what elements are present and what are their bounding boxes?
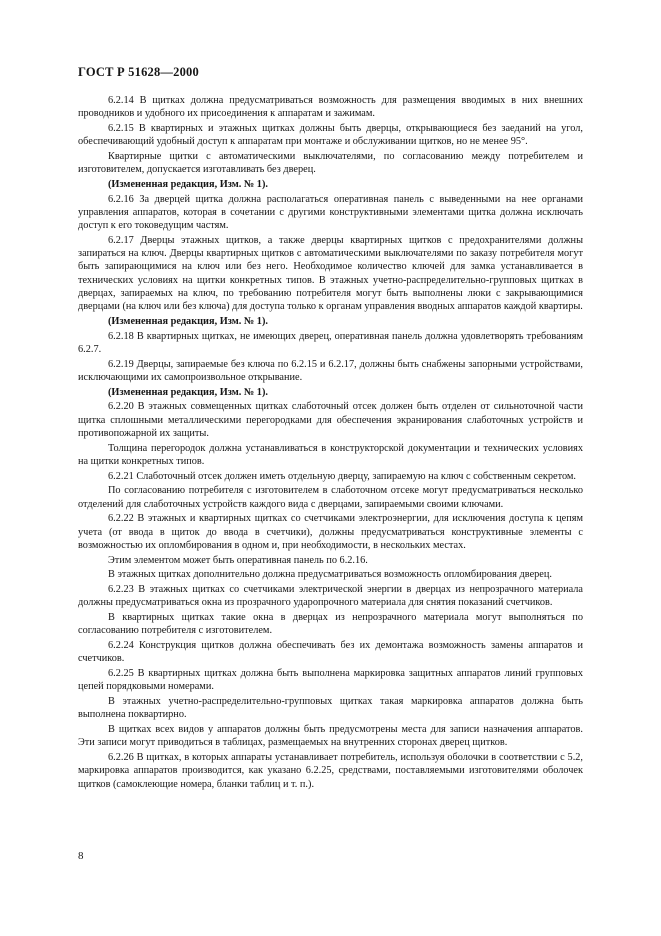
paragraph: Этим элементом может быть оперативная панель по 6.2.16. (108, 554, 368, 566)
paragraph: 6.2.18 В квартирных щитках, не имеющих дверец, оперативная панель должна удовлетворять требованиям 6.2.7. (78, 330, 583, 355)
page-number: 8 (78, 850, 84, 862)
paragraph: Толщина перегородок должна устанавливаться в конструкторской документации и технических условиях на щитки конкретных типов. (78, 442, 583, 467)
paragraph: 6.2.17 Дверцы этажных щитков, а также дверцы квартирных щитков с предохранителями должны запираться на ключ. Дверцы квартирных щитков с автоматическими выключателями по заказу потребителя могут быть запирающимися на ключ или без него. Необходимое количество ключей для замка устанавливается в технических условиях на щитки конкретных типов. В этажных учетно-распределительно-групповых щитках в дверцах, запираемых на ключ, по требованию потребителя могут быть выполнены люки с закрывающимися дверцами (на ключ или без ключа) для доступа только к органам управления вводных аппаратов каждой квартиры. (78, 235, 583, 313)
paragraph: 6.2.15 В квартирных и этажных щитках должны быть дверцы, открывающиеся без заеданий на угол, обеспечивающий удобный доступ к аппаратам при монтаже и обслуживании щитков, но не менее 95°. (78, 123, 583, 148)
paragraph: По согласованию потребителя с изготовителем в слаботочном отсеке могут предусматриваться несколько отделений для слаботочных устройств каждого вида с дверцами, запираемыми своими ключами. (78, 485, 583, 510)
paragraph: 6.2.20 В этажных совмещенных щитках слаботочный отсек должен быть отделен от сильноточной части щитка сплошными металлическими перегородками для обеспечения экранирования слаботочных устройств и противопожарной их защиты. (78, 401, 583, 439)
paragraph: 6.2.16 За дверцей щитка должна располагаться оперативная панель с выведенными на нее органами управления аппаратов, которая в сочетании с другими конструктивными элементами щитка должна исключать доступ к его токоведущим частям. (78, 193, 583, 232)
paragraph: В этажных учетно-распределительно-групповых щитках такая маркировка аппаратов должна быть выполнена поквартирно. (78, 696, 583, 721)
paragraph: 6.2.23 В этажных щитках со счетчиками электрической энергии в дверцах из непрозрачного материала должны предусматриваться окна из прозрачного ударопрочного материала для снятия показаний счетчиков. (78, 584, 583, 609)
document-header: ГОСТ Р 51628—2000 (78, 65, 199, 79)
amendment-note: (Измененная редакция, Изм. № 1). (108, 179, 268, 190)
paragraph: 6.2.22 В этажных и квартирных щитках со счетчиками электроэнергии, для исключения доступа к цепям учета (от ввода в щиток до ввода в счетчики), должны предусматриваться конструктивные элементы с возможностью их опломбирования в одном и, при необходимости, в нескольких местах. (78, 513, 583, 551)
amendment-note: (Измененная редакция, Изм. № 1). (108, 386, 268, 398)
paragraph: В этажных щитках дополнительно должна предусматриваться возможность опломбирования дверец. (108, 569, 552, 581)
paragraph: 6.2.14 В щитках должна предусматриваться возможность для размещения вводимых в них внешних проводников и удобного их присоединения к аппаратам и зажимам. (78, 95, 583, 120)
document-body (78, 94, 583, 792)
paragraph: 6.2.19 Дверцы, запираемые без ключа по 6.2.15 и 6.2.17, должны быть снабжены запорными устройствами, исключающими их самопроизвольное открывание. (78, 358, 583, 383)
paragraph: 6.2.26 В щитках, в которых аппараты устанавливает потребитель, используя оболочки в соответствии с 5.2, маркировка аппаратов производится, как указано 6.2.25, средствами, поставляемыми изготовителями оболочек щитков (самоклеющие номера, бланки таблиц и т. п.). (78, 752, 583, 790)
paragraph: 6.2.21 Слаботочный отсек должен иметь отдельную дверцу, запираемую на ключ с собственным секретом. (108, 470, 576, 482)
paragraph: 6.2.24 Конструкция щитков должна обеспечивать без их демонтажа возможность замены аппаратов и счетчиков. (78, 640, 583, 665)
paragraph: Квартирные щитки с автоматическими выключателями, по согласованию между потребителем и изготовителем, допускается изготавливать без дверец. (78, 151, 583, 176)
paragraph: В щитках всех видов у аппаратов должны быть предусмотрены места для записи назначения аппаратов. Эти записи могут приводиться в таблицах, размещаемых на внутренних сторонах дверец щитков. (78, 724, 583, 749)
amendment-note: (Измененная редакция, Изм. № 1). (108, 315, 268, 327)
paragraph: 6.2.25 В квартирных щитках должна быть выполнена маркировка защитных аппаратов линий групповых цепей порядковыми номерами. (78, 668, 583, 693)
paragraph: В квартирных щитках такие окна в дверцах из непрозрачного материала могут выполняться по согласованию потребителя с изготовителем. (78, 612, 583, 637)
